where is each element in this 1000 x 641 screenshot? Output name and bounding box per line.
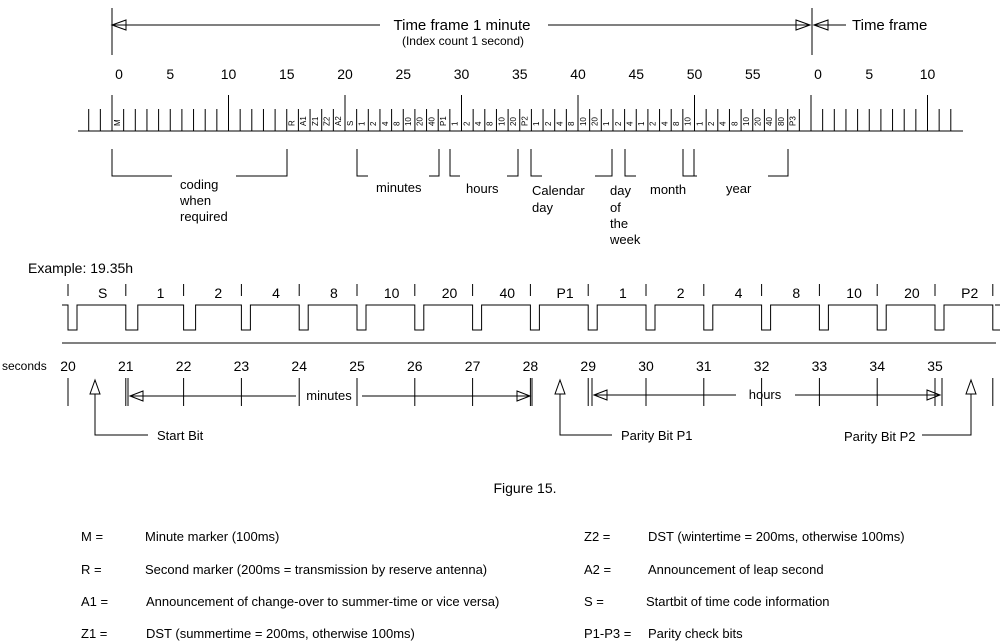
bracket-coding bbox=[112, 149, 172, 176]
bit-label: P1 bbox=[556, 285, 574, 301]
second-number: 27 bbox=[464, 358, 481, 374]
slot-label: 2 bbox=[706, 121, 716, 126]
svg-text:when: when bbox=[180, 193, 212, 208]
slot-label: 10 bbox=[683, 117, 693, 126]
ruler-numbers bbox=[115, 66, 935, 82]
slot-label: 4 bbox=[380, 121, 390, 126]
legend-text-z2: DST (wintertime = 200ms, otherwise 100ms) bbox=[648, 529, 905, 544]
slot-label: P3 bbox=[788, 116, 798, 126]
second-number: 34 bbox=[869, 358, 885, 374]
parity-p2-arrow-icon bbox=[966, 380, 976, 394]
legend-text-m: Minute marker (100ms) bbox=[145, 529, 280, 544]
bit-label: 2 bbox=[214, 285, 223, 301]
second-number: 26 bbox=[407, 358, 423, 374]
slot-label: 2 bbox=[462, 121, 472, 126]
second-number: 28 bbox=[522, 358, 539, 374]
slot-label: R bbox=[287, 120, 297, 126]
label-minutes: minutes bbox=[376, 180, 422, 195]
second-numbers bbox=[60, 358, 943, 374]
svg-text:the: the bbox=[610, 216, 629, 231]
legend-key-a2: A2 = bbox=[584, 562, 612, 577]
ruler-number: 45 bbox=[628, 66, 645, 82]
legend-text-a2: Announcement of leap second bbox=[648, 562, 824, 577]
index-count-label: (Index count 1 second) bbox=[401, 34, 525, 48]
slot-label: 8 bbox=[567, 121, 577, 126]
ruler-number: 15 bbox=[278, 66, 295, 82]
ruler-number: 30 bbox=[453, 66, 470, 82]
second-number: 25 bbox=[349, 358, 365, 374]
slot-label: 8 bbox=[730, 121, 740, 126]
ruler-number: 0 bbox=[814, 66, 822, 82]
slot-label: 4 bbox=[473, 121, 483, 126]
slot-label: 1 bbox=[450, 121, 460, 126]
slot-label: M bbox=[112, 119, 122, 126]
bit-label: 40 bbox=[499, 285, 516, 301]
bracket-hours bbox=[450, 149, 460, 176]
parity-p1-label: Parity Bit P1 bbox=[621, 428, 693, 443]
ruler-number: 20 bbox=[337, 66, 353, 82]
svg-text:required: required bbox=[180, 209, 228, 224]
slot-label: 10 bbox=[404, 117, 414, 126]
legend-key-z1: Z1 = bbox=[81, 626, 108, 641]
slot-label: A1 bbox=[299, 116, 309, 126]
label-day-of-week: day bbox=[610, 183, 631, 198]
slot-label: Z1 bbox=[310, 116, 320, 126]
bracket-month bbox=[684, 149, 694, 176]
slot-label: 40 bbox=[765, 117, 775, 126]
bit-label: 8 bbox=[329, 285, 338, 301]
slot-label: 8 bbox=[485, 121, 495, 126]
bit-label: 20 bbox=[441, 285, 458, 301]
label-calendar-day: Calendar bbox=[532, 183, 585, 198]
hours-span-label: hours bbox=[748, 387, 782, 402]
ruler-number: 35 bbox=[511, 66, 528, 82]
parity-p2-label: Parity Bit P2 bbox=[844, 429, 916, 444]
bit-label: 4 bbox=[734, 285, 743, 301]
ruler-number: 25 bbox=[395, 66, 412, 82]
bit-label: 1 bbox=[618, 285, 627, 301]
bit-labels bbox=[98, 285, 978, 301]
ruler-number: 10 bbox=[919, 66, 936, 82]
bit-label: P2 bbox=[961, 285, 979, 301]
legend-text-r: Second marker (200ms = transmission by reserve antenna) bbox=[145, 562, 488, 577]
time-frame-1-minute-label: Time frame 1 minute bbox=[393, 17, 531, 34]
slot-label: 1 bbox=[637, 121, 647, 126]
bracket-calendar-day bbox=[531, 149, 542, 176]
second-number: 30 bbox=[638, 358, 654, 374]
slot-label: 2 bbox=[613, 121, 623, 126]
label-month: month bbox=[650, 182, 687, 197]
slot-label: 1 bbox=[532, 121, 542, 126]
legend-text-p: Parity check bits bbox=[648, 626, 743, 641]
ruler-number: 10 bbox=[220, 66, 237, 82]
legend-key-r: R = bbox=[81, 562, 102, 577]
legend-key-z2: Z2 = bbox=[584, 529, 611, 544]
ruler-number: 5 bbox=[166, 66, 175, 82]
slot-label: 2 bbox=[543, 121, 553, 126]
slot-label: 1 bbox=[602, 121, 612, 126]
bracket-minutes bbox=[357, 149, 368, 176]
second-number: 31 bbox=[696, 358, 712, 374]
slot-label: 10 bbox=[578, 117, 588, 126]
example-title: Example: 19.35h bbox=[28, 260, 134, 276]
slot-label: P1 bbox=[439, 116, 449, 126]
legend-text-a1: Announcement of change-over to summer-time or vice versa) bbox=[146, 594, 500, 609]
ruler-number: 50 bbox=[686, 66, 703, 82]
slot-label: 4 bbox=[555, 121, 565, 126]
slot-label: 8 bbox=[672, 121, 682, 126]
slot-label: P2 bbox=[520, 116, 530, 126]
slot-label: A2 bbox=[334, 116, 344, 126]
bit-label: 20 bbox=[904, 285, 920, 301]
start-bit-label: Start Bit bbox=[157, 428, 204, 443]
second-number: 21 bbox=[118, 358, 134, 374]
time-frame-label: Time frame bbox=[852, 17, 928, 34]
slot-label: 1 bbox=[357, 121, 367, 126]
svg-text:day: day bbox=[532, 200, 553, 215]
slot-label: 4 bbox=[660, 121, 670, 126]
seconds-label: seconds bbox=[2, 359, 47, 373]
slot-label: 2 bbox=[369, 121, 379, 126]
bit-label: 8 bbox=[792, 285, 801, 301]
legend-text-s: Startbit of time code information bbox=[646, 594, 830, 609]
legend-key-m: M = bbox=[81, 529, 104, 544]
slot-label: 20 bbox=[415, 117, 425, 126]
slot-label: S bbox=[345, 120, 355, 126]
slot-label: 2 bbox=[648, 121, 658, 126]
second-number: 35 bbox=[927, 358, 943, 374]
slot-label: 8 bbox=[392, 121, 402, 126]
bit-label: S bbox=[98, 285, 108, 301]
start-bit-arrow-icon bbox=[90, 380, 100, 394]
second-number: 22 bbox=[175, 358, 192, 374]
slot-label: 20 bbox=[590, 117, 600, 126]
ruler-number: 55 bbox=[744, 66, 761, 82]
legend-text-z1: DST (summertime = 200ms, otherwise 100ms) bbox=[146, 626, 415, 641]
bracket-day-of-week bbox=[595, 149, 612, 176]
bit-label: 1 bbox=[156, 285, 165, 301]
bit-label: 2 bbox=[676, 285, 685, 301]
label-coding: coding bbox=[180, 177, 219, 192]
bracket-year bbox=[683, 149, 697, 176]
bit-label: 10 bbox=[846, 285, 862, 301]
slot-label: 4 bbox=[718, 121, 728, 126]
ruler-number: 5 bbox=[865, 66, 874, 82]
svg-text:of: of bbox=[610, 200, 621, 215]
slot-label: Z2 bbox=[322, 116, 332, 126]
legend-key-s: S = bbox=[584, 594, 604, 609]
slot-label: 10 bbox=[741, 117, 751, 126]
bit-label: 4 bbox=[272, 285, 280, 301]
second-number: 23 bbox=[233, 358, 250, 374]
slot-label: 20 bbox=[508, 117, 518, 126]
ruler-number: 0 bbox=[115, 66, 123, 82]
second-number: 33 bbox=[811, 358, 828, 374]
label-year: year bbox=[726, 181, 752, 196]
slot-label: 80 bbox=[776, 117, 786, 126]
parity-p1-arrow-icon bbox=[555, 380, 565, 394]
second-number: 24 bbox=[291, 358, 307, 374]
second-tick-marks bbox=[68, 284, 993, 406]
second-number: 20 bbox=[60, 358, 76, 374]
legend-key-p: P1-P3 = bbox=[584, 626, 632, 641]
second-number: 32 bbox=[753, 358, 770, 374]
slot-label: 20 bbox=[753, 117, 763, 126]
svg-text:week: week bbox=[610, 232, 641, 247]
bit-label: 10 bbox=[383, 285, 400, 301]
slot-label: 1 bbox=[695, 121, 705, 126]
slot-label: 40 bbox=[427, 117, 437, 126]
minutes-span-label: minutes bbox=[306, 388, 352, 403]
slot-label: 4 bbox=[625, 121, 635, 126]
label-hours: hours bbox=[466, 181, 499, 196]
legend-key-a1: A1 = bbox=[81, 594, 109, 609]
ruler-number: 40 bbox=[570, 66, 586, 82]
slot-label: 10 bbox=[497, 117, 507, 126]
pulse-waveform bbox=[62, 305, 1000, 330]
figure-caption: Figure 15. bbox=[493, 480, 557, 496]
group-labels bbox=[179, 177, 752, 247]
second-number: 29 bbox=[580, 358, 596, 374]
